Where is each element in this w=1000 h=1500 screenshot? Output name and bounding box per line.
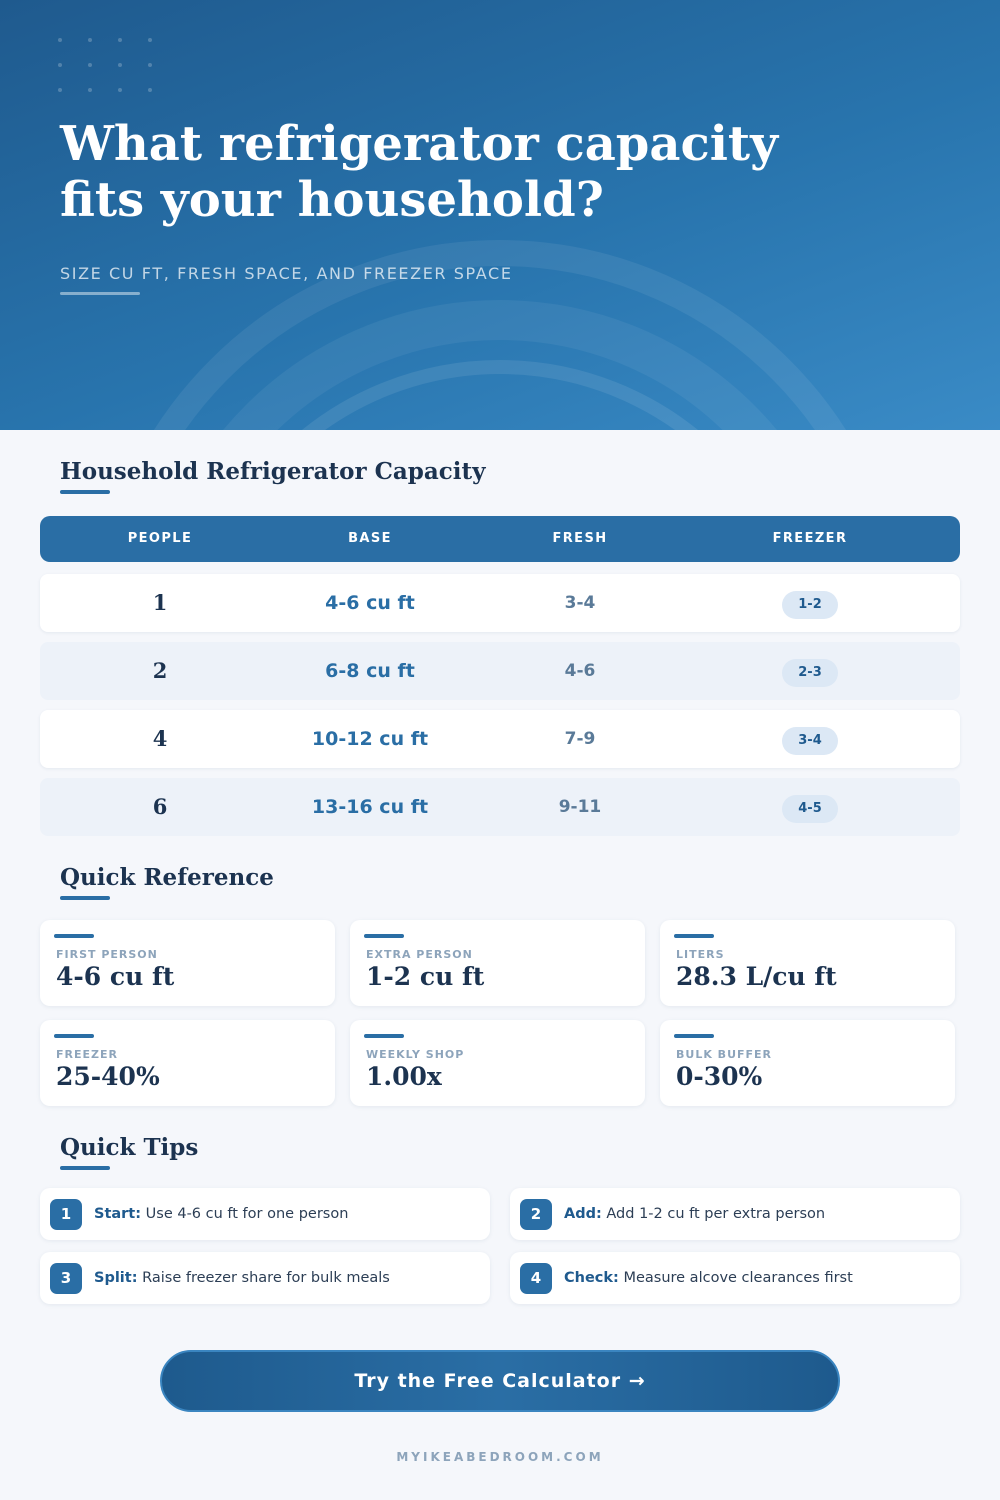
card-label: FIRST PERSON — [56, 948, 158, 961]
reference-card-bulk-buffer — [660, 1020, 955, 1106]
tip-body: Use 4-6 cu ft for one person — [141, 1206, 349, 1222]
freezer-cell — [690, 642, 930, 700]
card-value: 1-2 cu ft — [366, 962, 485, 991]
tip-label: Split: — [94, 1270, 138, 1286]
card-label: BULK BUFFER — [676, 1048, 773, 1061]
table-header — [40, 516, 960, 562]
fresh-cell: 9-11 — [558, 797, 602, 817]
hero-banner — [0, 0, 1000, 430]
tip-number-badge: 4 — [520, 1263, 552, 1294]
tip-label: Check: — [564, 1270, 619, 1286]
base-cell: 6-8 cu ft — [325, 660, 415, 682]
card-value: 28.3 L/cu ft — [676, 962, 837, 991]
card-label: FREEZER — [56, 1048, 118, 1061]
table-row — [40, 642, 960, 700]
card-value: 4-6 cu ft — [56, 962, 175, 991]
card-label: WEEKLY SHOP — [366, 1048, 465, 1061]
reference-card-weekly-shop — [350, 1020, 645, 1106]
subtitle-underline — [60, 292, 140, 295]
column-header-base: BASE — [348, 531, 392, 546]
tip-number-badge: 2 — [520, 1199, 552, 1230]
people-cell: 2 — [152, 658, 168, 683]
fresh-cell: 4-6 — [564, 661, 596, 681]
tip-body: Raise freezer share for bulk meals — [137, 1270, 390, 1286]
tip-item — [40, 1252, 490, 1304]
reference-card-extra-person — [350, 920, 645, 1006]
reference-section-title: Quick Reference — [60, 864, 274, 891]
page-subtitle: SIZE CU FT, FRESH SPACE, AND FREEZER SPACE — [60, 264, 513, 283]
tip-item — [510, 1188, 960, 1240]
card-accent-bar — [54, 934, 94, 938]
section-underline — [60, 1166, 110, 1170]
base-cell: 10-12 cu ft — [311, 728, 429, 750]
reference-card-freezer — [40, 1020, 335, 1106]
tip-body: Measure alcove clearances first — [618, 1270, 853, 1286]
column-header-fresh: FRESH — [552, 531, 608, 546]
freezer-badge: 1-2 — [782, 591, 838, 619]
tip-item — [510, 1252, 960, 1304]
table-row — [40, 778, 960, 836]
fresh-cell: 7-9 — [564, 729, 596, 749]
card-accent-bar — [674, 934, 714, 938]
decorative-dots — [58, 38, 158, 98]
footer-site-name: MYIKEABEDROOM.COM — [396, 1450, 604, 1464]
freezer-badge: 4-5 — [782, 795, 838, 823]
page-title — [60, 116, 820, 228]
tip-text — [564, 1188, 825, 1240]
table-row — [40, 710, 960, 768]
page-title-line-1: What refrigerator capacity — [60, 116, 778, 172]
fresh-cell: 3-4 — [564, 593, 596, 613]
card-label: EXTRA PERSON — [366, 948, 473, 961]
card-label: LITERS — [676, 948, 725, 961]
people-cell: 1 — [152, 590, 168, 615]
card-accent-bar — [674, 1034, 714, 1038]
reference-card-liters — [660, 920, 955, 1006]
freezer-badge: 2-3 — [782, 659, 838, 687]
tip-number-badge: 3 — [50, 1263, 82, 1294]
tips-section-title: Quick Tips — [60, 1134, 199, 1161]
section-underline — [60, 896, 110, 900]
card-value: 1.00x — [366, 1062, 442, 1091]
card-accent-bar — [364, 934, 404, 938]
tip-text — [94, 1252, 390, 1304]
card-value: 0-30% — [676, 1062, 763, 1091]
card-value: 25-40% — [56, 1062, 160, 1091]
tip-label: Add: — [564, 1206, 602, 1222]
freezer-cell — [690, 778, 930, 836]
reference-card-first-person — [40, 920, 335, 1006]
base-cell: 4-6 cu ft — [325, 592, 415, 614]
people-cell: 4 — [152, 726, 168, 751]
table-row — [40, 574, 960, 632]
column-header-people: PEOPLE — [127, 531, 193, 546]
base-cell: 13-16 cu ft — [311, 796, 429, 818]
card-accent-bar — [54, 1034, 94, 1038]
tip-text — [564, 1252, 853, 1304]
card-accent-bar — [364, 1034, 404, 1038]
freezer-badge: 3-4 — [782, 727, 838, 755]
try-calculator-button[interactable]: Try the Free Calculator → — [160, 1350, 840, 1412]
freezer-cell — [690, 574, 930, 632]
tip-item — [40, 1188, 490, 1240]
tip-body: Add 1-2 cu ft per extra person — [601, 1206, 826, 1222]
table-section-title: Household Refrigerator Capacity — [60, 458, 486, 485]
section-underline — [60, 490, 110, 494]
tip-label: Start: — [94, 1206, 142, 1222]
column-header-freezer: FREEZER — [772, 531, 848, 546]
freezer-cell — [690, 710, 930, 768]
tip-text — [94, 1188, 348, 1240]
people-cell: 6 — [152, 794, 168, 819]
tip-number-badge: 1 — [50, 1199, 82, 1230]
page-title-line-2: fits your household? — [60, 172, 604, 228]
